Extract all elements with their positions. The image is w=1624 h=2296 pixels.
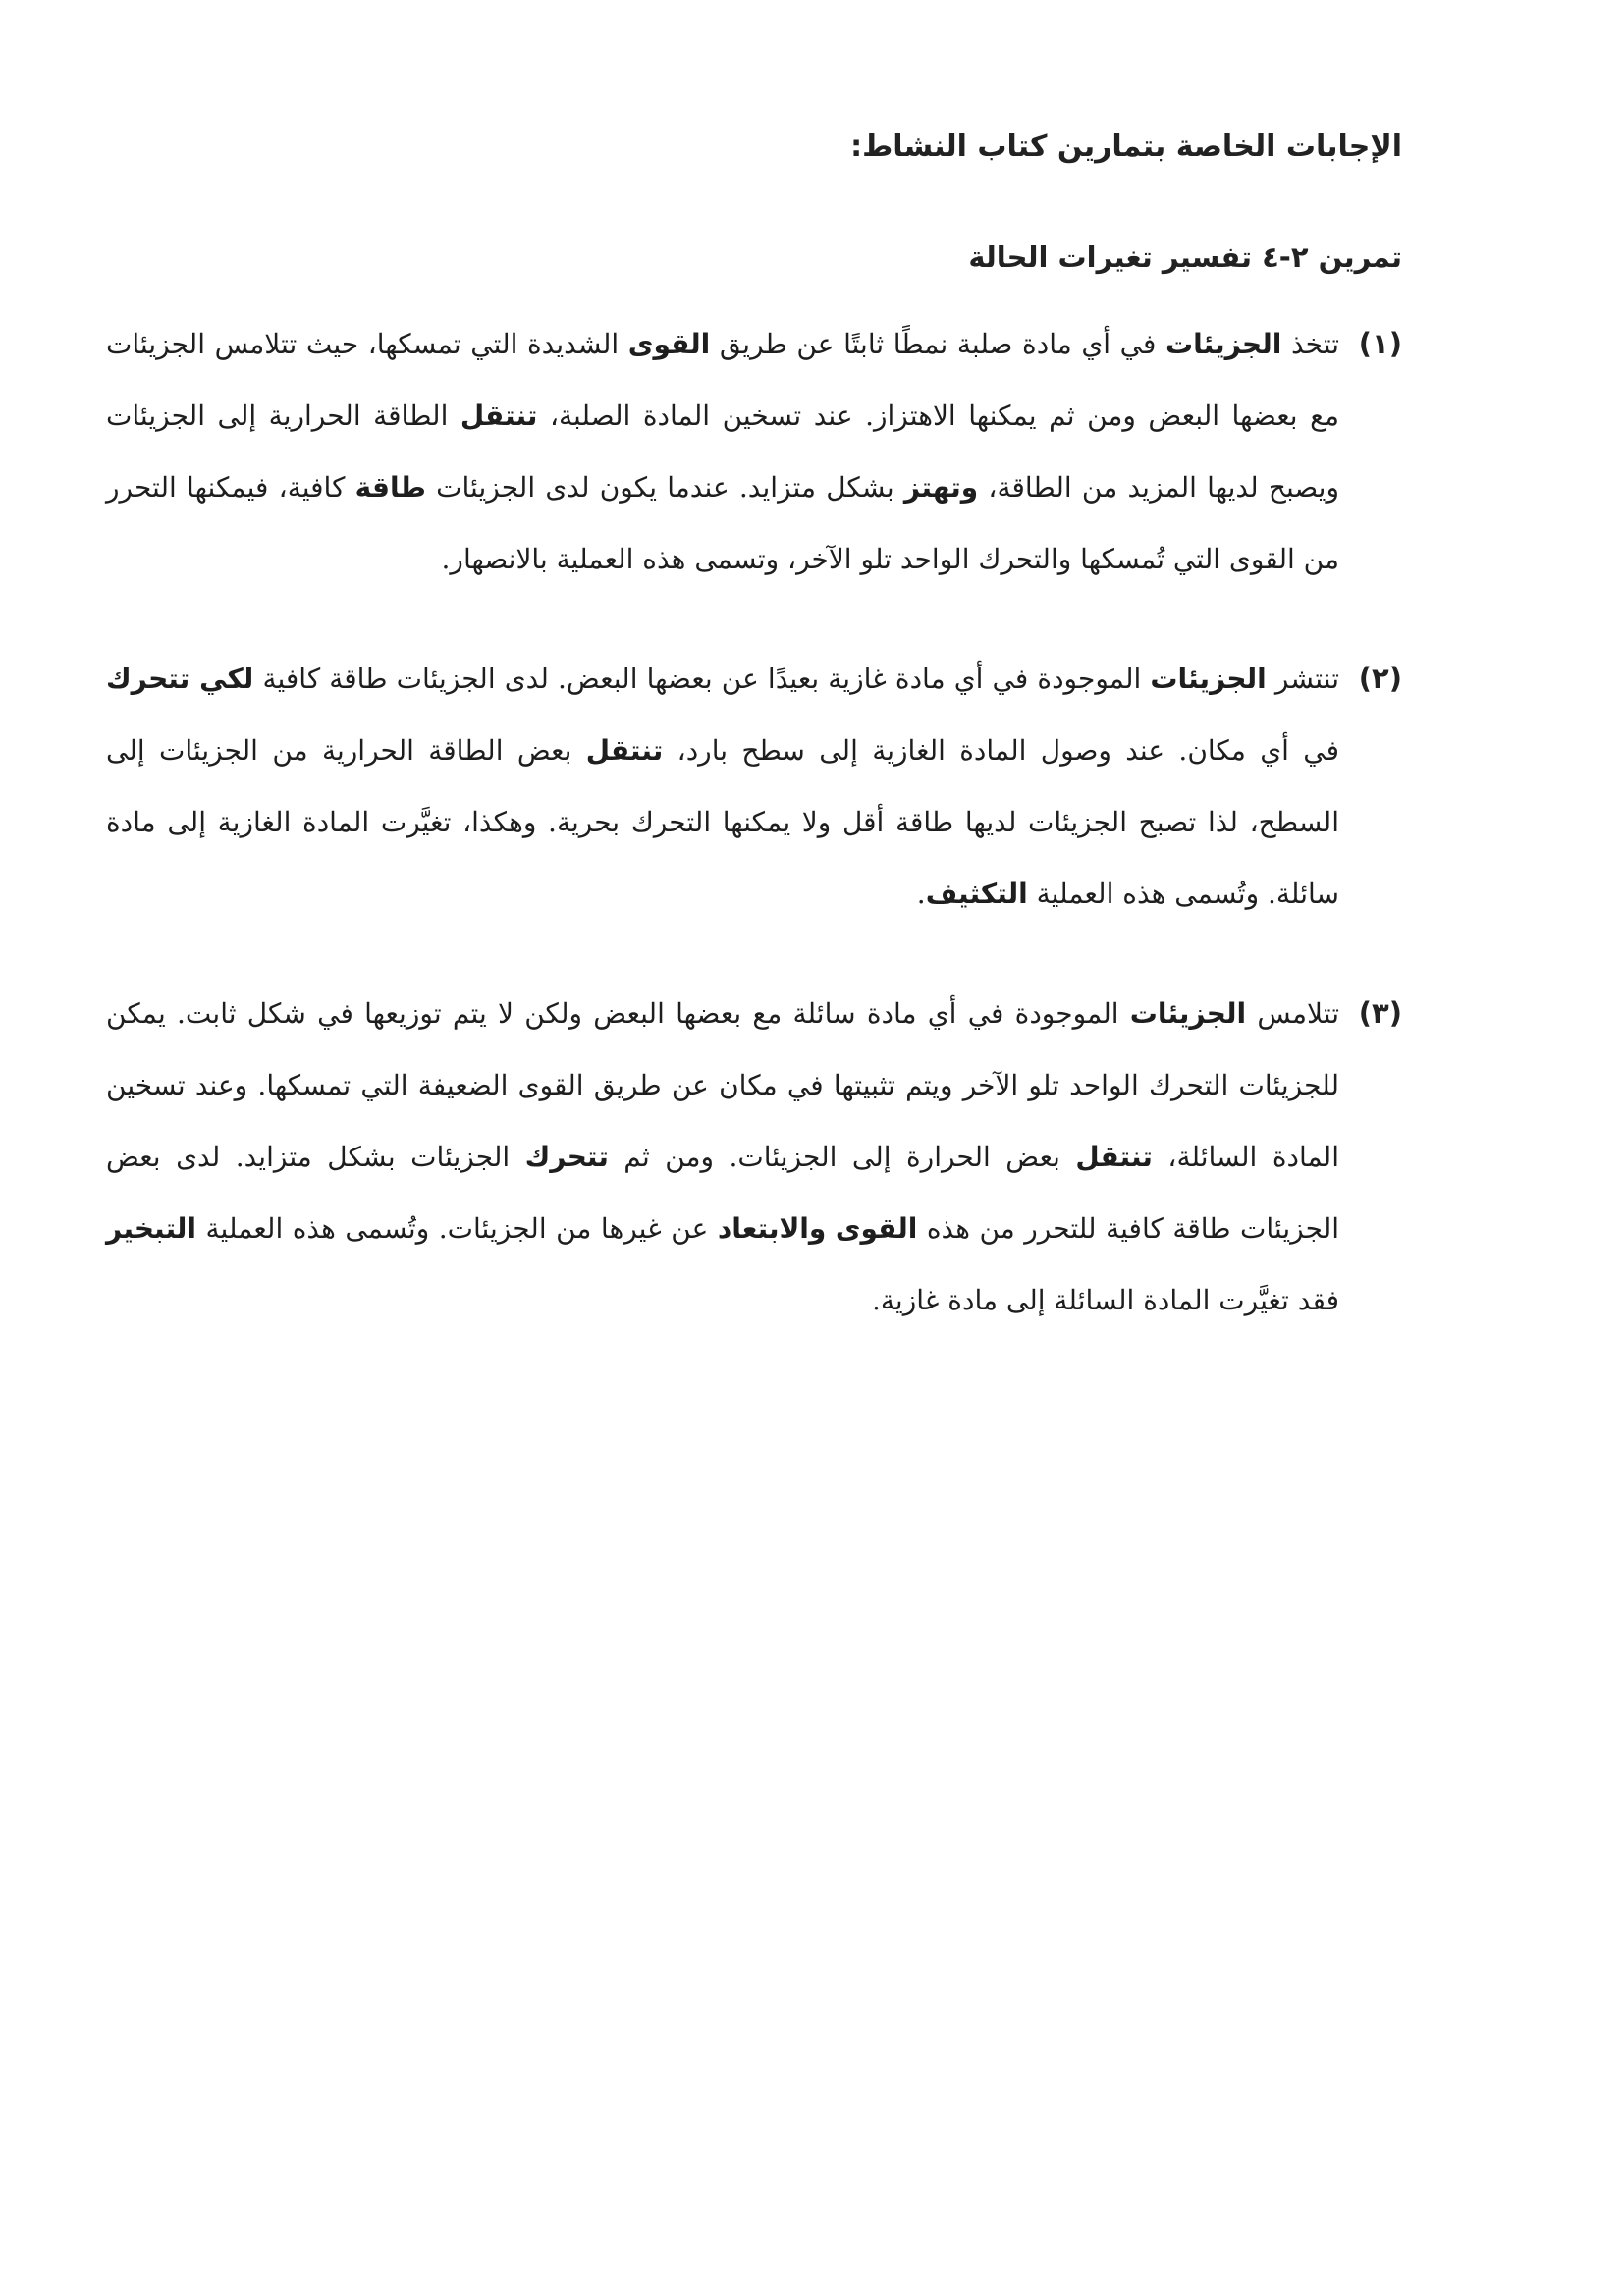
answer-segment: عن غيرها من الجزيئات. وتُسمى هذه العملية [196, 1212, 718, 1245]
answer-keyword: الجزيئات [1150, 663, 1267, 695]
answer-segment: الموجودة في أي مادة غازية بعيدًا عن بعضها البعض. لدى الجزيئات طاقة كافية [253, 663, 1151, 695]
answer-segment: بعض الحرارة إلى الجزيئات. ومن ثم [608, 1141, 1076, 1173]
exercise-title: تمرين ٢-٤ تفسير تغيرات الحالة [968, 240, 1402, 274]
answer-segment: الجزيئات بشكل متزايد. لدى بعض الجزيئات طاقة كافية للتحرر من هذه [106, 1141, 1340, 1245]
answer-keyword: القوى [835, 1212, 918, 1245]
answer-item-3 [106, 978, 1402, 1336]
answer-segment: بشكل متزايد. عندما يكون لدى الجزيئات [425, 471, 904, 504]
answer-keyword: لكي تتحرك [106, 663, 254, 695]
answer-segment: تنتشر [1266, 663, 1339, 695]
answer-segment: كافية، فيمكنها التحرر من القوى التي تُمسكها والتحرك الواحد تلو الآخر، وتسمى هذه العملية بالانصهار. [106, 471, 1339, 575]
answer-segment: تتخذ [1281, 328, 1339, 360]
answer-number: (٣) [1358, 996, 1402, 1030]
answer-segment: في أي مكان. عند وصول المادة الغازية إلى سطح بارد، [663, 734, 1339, 767]
answer-keyword: تنتقل [460, 400, 538, 432]
answer-segment: تتلامس [1246, 997, 1340, 1030]
answer-segment: بعض الطاقة الحرارية من الجزيئات إلى السطح، لذا تصبح الجزيئات لديها طاقة أقل ولا يمكنها التحرك بحرية. وهكذا، تغيَّرت المادة الغازية إلى مادة سائلة. وتُسمى هذه العملية [106, 734, 1339, 910]
answer-keyword: تنتقل [585, 734, 664, 767]
answer-segment: فقد تغيَّرت المادة السائلة إلى مادة غازية. [872, 1284, 1339, 1316]
answer-keyword: الجزيئات [1129, 997, 1247, 1030]
answer-segment: الشديدة التي تمسكها، حيث تتلامس الجزيئات مع بعضها البعض ومن ثم يمكنها الاهتزاز. عند تسخين المادة الصلبة، [106, 328, 1339, 432]
answer-text [106, 308, 1339, 595]
answer-segment: الموجودة في أي مادة سائلة مع بعضها البعض ولكن لا يتم توزيعها في شكل ثابت. يمكن للجزيئات التحرك الواحد تلو الآخر ويتم تثبيتها في مكان عن طريق القوى الضعيفة التي تمسكها. وعند تسخين المادة السائلة، [106, 997, 1339, 1173]
document-page [106, 128, 1402, 1384]
answer-segment [826, 1212, 836, 1245]
answer-number: (٢) [1358, 662, 1402, 695]
answer-item-2 [106, 643, 1402, 930]
answer-number: (١) [1358, 327, 1402, 360]
answer-text [106, 978, 1339, 1336]
page-heading: الإجابات الخاصة بتمارين كتاب النشاط: [850, 130, 1402, 164]
answer-segment: في أي مادة صلبة نمطًا ثابتًا عن طريق [710, 328, 1166, 360]
answer-text [106, 643, 1339, 930]
answer-keyword: التبخير [106, 1212, 196, 1245]
answer-keyword: طاقة [354, 471, 426, 504]
answer-keyword: تتحرك [524, 1141, 609, 1173]
answer-segment: الطاقة الحرارية إلى الجزيئات ويصبح لديها المزيد من الطاقة، [106, 400, 1339, 504]
answer-keyword: القوى [627, 328, 711, 360]
answer-item-1 [106, 308, 1402, 595]
answer-keyword: وتهتز [903, 471, 979, 504]
answer-keyword: التكثيف [925, 878, 1028, 910]
answer-keyword: الجزيئات [1165, 328, 1282, 360]
answer-segment: . [916, 878, 926, 910]
answer-keyword: تنتقل [1075, 1141, 1153, 1173]
answer-keyword: والابتعاد [717, 1212, 827, 1245]
